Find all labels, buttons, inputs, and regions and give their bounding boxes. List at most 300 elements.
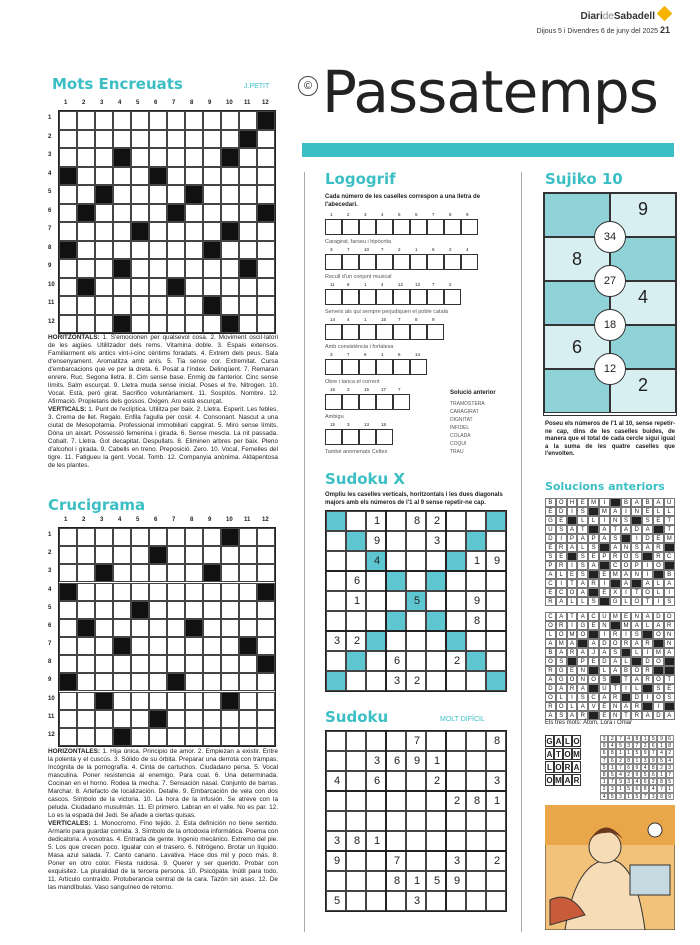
- crossword-cell[interactable]: [59, 564, 77, 582]
- crossword-cell[interactable]: [95, 296, 113, 315]
- sudoku-cell[interactable]: [326, 591, 346, 611]
- crossword-cell[interactable]: [185, 546, 203, 564]
- sudoku-cell[interactable]: [406, 611, 426, 631]
- crossword-cell[interactable]: [59, 259, 77, 278]
- sudoku-cell[interactable]: [486, 871, 506, 891]
- crossword-cell[interactable]: [257, 148, 275, 167]
- sudoku-cell[interactable]: [386, 851, 406, 871]
- sudoku-cell[interactable]: [426, 731, 446, 751]
- sudoku-cell[interactable]: [386, 591, 406, 611]
- crossword-cell[interactable]: [167, 601, 185, 619]
- logogrif-box[interactable]: [410, 359, 427, 375]
- sudoku-cell[interactable]: [466, 631, 486, 651]
- crossword-cell[interactable]: [77, 222, 95, 241]
- logogrif-box[interactable]: [359, 324, 376, 340]
- crossword-cell[interactable]: [167, 655, 185, 673]
- logogrif-box[interactable]: [342, 429, 359, 445]
- crossword-cell[interactable]: [257, 259, 275, 278]
- sudoku-cell[interactable]: [426, 791, 446, 811]
- crossword-cell[interactable]: [149, 222, 167, 241]
- sudoku-cell[interactable]: [486, 731, 506, 751]
- crossword-cell[interactable]: [113, 601, 131, 619]
- crossword-cell[interactable]: [203, 546, 221, 564]
- crossword-cell[interactable]: [257, 185, 275, 204]
- crossword-cell[interactable]: [131, 710, 149, 728]
- crossword-cell[interactable]: [131, 148, 149, 167]
- sudoku-cell[interactable]: [386, 751, 406, 771]
- crossword-cell[interactable]: [203, 130, 221, 149]
- crossword-cell[interactable]: [77, 528, 95, 546]
- sudoku-cell[interactable]: [346, 671, 366, 691]
- crossword-cell[interactable]: [185, 673, 203, 691]
- sudoku-cell[interactable]: [466, 871, 486, 891]
- crossword-cell[interactable]: [95, 655, 113, 673]
- crossword-cell[interactable]: [167, 710, 185, 728]
- crossword-cell[interactable]: [257, 130, 275, 149]
- crossword-cell[interactable]: [95, 728, 113, 746]
- crossword-cell[interactable]: [59, 315, 77, 334]
- sudoku-cell[interactable]: [426, 591, 446, 611]
- sudoku-cell[interactable]: [426, 831, 446, 851]
- sudoku-cell[interactable]: [446, 831, 466, 851]
- crossword-cell[interactable]: [203, 148, 221, 167]
- crossword-cell[interactable]: [203, 528, 221, 546]
- crossword-cell[interactable]: [167, 259, 185, 278]
- sudoku-cell[interactable]: [406, 871, 426, 891]
- sudoku-cell[interactable]: [326, 791, 346, 811]
- crossword-cell[interactable]: [113, 692, 131, 710]
- crossword-cell[interactable]: [185, 710, 203, 728]
- crossword-cell[interactable]: [167, 564, 185, 582]
- crossword-cell[interactable]: [131, 619, 149, 637]
- logogrif-box[interactable]: [393, 359, 410, 375]
- logogrif-box[interactable]: [410, 254, 427, 270]
- sudoku-cell[interactable]: [326, 631, 346, 651]
- crossword-cell[interactable]: [203, 222, 221, 241]
- crossword-cell[interactable]: [113, 619, 131, 637]
- logogrif-box[interactable]: [444, 254, 461, 270]
- crossword-cell[interactable]: [239, 278, 257, 297]
- sudoku-cell[interactable]: [406, 511, 426, 531]
- sudoku-cell[interactable]: [386, 791, 406, 811]
- crossword-cell[interactable]: [131, 167, 149, 186]
- sudoku-cell[interactable]: [466, 771, 486, 791]
- crossword-cell[interactable]: [221, 204, 239, 223]
- sudoku-cell[interactable]: [486, 831, 506, 851]
- logogrif-box[interactable]: [461, 219, 478, 235]
- sudoku-cell[interactable]: [446, 531, 466, 551]
- logogrif-box[interactable]: [393, 394, 410, 410]
- crossword-cell[interactable]: [59, 655, 77, 673]
- crossword-cell[interactable]: [239, 241, 257, 260]
- logogrif-box[interactable]: [376, 359, 393, 375]
- sudoku-cell[interactable]: [466, 531, 486, 551]
- logogrif-box[interactable]: [461, 254, 478, 270]
- crossword-cell[interactable]: [113, 546, 131, 564]
- crossword-cell[interactable]: [239, 296, 257, 315]
- sudoku-cell[interactable]: [406, 851, 426, 871]
- crossword-cell[interactable]: [59, 728, 77, 746]
- crossword-cell[interactable]: [257, 167, 275, 186]
- crossword-cell[interactable]: [95, 204, 113, 223]
- crossword-cell[interactable]: [77, 692, 95, 710]
- crossword-cell[interactable]: [239, 673, 257, 691]
- logogrif-box[interactable]: [376, 324, 393, 340]
- sudoku-cell[interactable]: [466, 891, 486, 911]
- sudoku-cell[interactable]: [366, 811, 386, 831]
- crossword-cell[interactable]: [221, 710, 239, 728]
- crossword-cell[interactable]: [131, 185, 149, 204]
- crossword-cell[interactable]: [239, 167, 257, 186]
- sudoku-cell[interactable]: [406, 751, 426, 771]
- logogrif-box[interactable]: [325, 394, 342, 410]
- sudoku-cell[interactable]: [386, 671, 406, 691]
- sudoku-cell[interactable]: [366, 871, 386, 891]
- logogrif-box[interactable]: [376, 219, 393, 235]
- sudoku-cell[interactable]: [466, 651, 486, 671]
- sudoku-cell[interactable]: [386, 631, 406, 651]
- crossword-cell[interactable]: [59, 619, 77, 637]
- crossword-cell[interactable]: [221, 546, 239, 564]
- logogrif-box[interactable]: [427, 254, 444, 270]
- sudoku-cell[interactable]: [446, 731, 466, 751]
- logogrif-box[interactable]: [393, 254, 410, 270]
- crossword-cell[interactable]: [77, 296, 95, 315]
- crossword-cell[interactable]: [203, 167, 221, 186]
- crossword-cell[interactable]: [203, 601, 221, 619]
- crossword-cell[interactable]: [221, 241, 239, 260]
- crossword-cell[interactable]: [185, 130, 203, 149]
- sudoku-cell[interactable]: [366, 791, 386, 811]
- sudoku-cell[interactable]: [426, 891, 446, 911]
- crossword-cell[interactable]: [167, 728, 185, 746]
- sudoku-cell[interactable]: [326, 831, 346, 851]
- crossword-cell[interactable]: [257, 241, 275, 260]
- sudoku-cell[interactable]: [326, 551, 346, 571]
- crossword-cell[interactable]: [149, 130, 167, 149]
- sudoku-cell[interactable]: [326, 811, 346, 831]
- crossword-cell[interactable]: [167, 528, 185, 546]
- sudoku-cell[interactable]: [446, 631, 466, 651]
- crossword-cell[interactable]: [131, 528, 149, 546]
- sudoku-cell[interactable]: [426, 671, 446, 691]
- crossword-cell[interactable]: [185, 728, 203, 746]
- crossword-cell[interactable]: [59, 222, 77, 241]
- crossword-cell[interactable]: [221, 278, 239, 297]
- sudoku-cell[interactable]: [446, 811, 466, 831]
- crossword-cell[interactable]: [257, 528, 275, 546]
- cruci-grid[interactable]: [58, 527, 276, 747]
- sudoku-cell[interactable]: [446, 571, 466, 591]
- sudoku-cell[interactable]: [366, 771, 386, 791]
- logogrif-box[interactable]: [359, 429, 376, 445]
- logogrif-box[interactable]: [444, 219, 461, 235]
- crossword-cell[interactable]: [149, 278, 167, 297]
- crossword-cell[interactable]: [113, 111, 131, 130]
- sudoku-cell[interactable]: [426, 611, 446, 631]
- crossword-cell[interactable]: [77, 601, 95, 619]
- logogrif-box[interactable]: [359, 254, 376, 270]
- sudoku-cell[interactable]: [466, 791, 486, 811]
- crossword-cell[interactable]: [239, 710, 257, 728]
- crossword-cell[interactable]: [257, 637, 275, 655]
- crossword-cell[interactable]: [113, 241, 131, 260]
- sudoku-cell[interactable]: [486, 511, 506, 531]
- crossword-cell[interactable]: [221, 259, 239, 278]
- crossword-cell[interactable]: [131, 296, 149, 315]
- sudoku-cell[interactable]: [486, 631, 506, 651]
- sudoku-cell[interactable]: [446, 891, 466, 911]
- sudoku-cell[interactable]: [386, 531, 406, 551]
- crossword-cell[interactable]: [113, 130, 131, 149]
- crossword-cell[interactable]: [131, 204, 149, 223]
- crossword-cell[interactable]: [167, 241, 185, 260]
- sudoku-cell[interactable]: [326, 751, 346, 771]
- crossword-cell[interactable]: [149, 692, 167, 710]
- sujiko-grid[interactable]: [543, 192, 677, 416]
- sudoku-cell[interactable]: [346, 731, 366, 751]
- sudoku-cell[interactable]: [346, 531, 366, 551]
- crossword-cell[interactable]: [95, 710, 113, 728]
- sudoku-cell[interactable]: [386, 611, 406, 631]
- sudoku-cell[interactable]: [366, 531, 386, 551]
- crossword-cell[interactable]: [77, 673, 95, 691]
- crossword-cell[interactable]: [77, 583, 95, 601]
- sudoku-cell[interactable]: [366, 591, 386, 611]
- crossword-cell[interactable]: [149, 655, 167, 673]
- sudoku-cell[interactable]: [326, 511, 346, 531]
- crossword-cell[interactable]: [185, 278, 203, 297]
- sudoku-cell[interactable]: [486, 571, 506, 591]
- crossword-cell[interactable]: [59, 601, 77, 619]
- crossword-cell[interactable]: [239, 546, 257, 564]
- logogrif-box[interactable]: [342, 219, 359, 235]
- sudoku-cell[interactable]: [486, 891, 506, 911]
- crossword-cell[interactable]: [59, 546, 77, 564]
- crossword-cell[interactable]: [185, 637, 203, 655]
- sudoku-cell[interactable]: [346, 851, 366, 871]
- crossword-cell[interactable]: [257, 710, 275, 728]
- crossword-cell[interactable]: [203, 655, 221, 673]
- crossword-cell[interactable]: [131, 655, 149, 673]
- sudoku-cell[interactable]: [386, 651, 406, 671]
- crossword-cell[interactable]: [185, 296, 203, 315]
- crossword-cell[interactable]: [167, 637, 185, 655]
- sudoku-cell[interactable]: [486, 771, 506, 791]
- sudoku-cell[interactable]: [406, 531, 426, 551]
- sudoku-cell[interactable]: [346, 611, 366, 631]
- sudoku-cell[interactable]: [486, 591, 506, 611]
- crossword-cell[interactable]: [185, 564, 203, 582]
- crossword-cell[interactable]: [95, 673, 113, 691]
- crossword-cell[interactable]: [203, 619, 221, 637]
- sudoku-cell[interactable]: [406, 831, 426, 851]
- logogrif-box[interactable]: [393, 219, 410, 235]
- sudoku-cell[interactable]: [366, 511, 386, 531]
- crossword-cell[interactable]: [203, 728, 221, 746]
- sudoku-cell[interactable]: [326, 851, 346, 871]
- crossword-cell[interactable]: [257, 546, 275, 564]
- crossword-cell[interactable]: [221, 637, 239, 655]
- logogrif-box[interactable]: [342, 254, 359, 270]
- crossword-cell[interactable]: [203, 315, 221, 334]
- sudoku-cell[interactable]: [326, 731, 346, 751]
- crossword-cell[interactable]: [149, 528, 167, 546]
- crossword-cell[interactable]: [59, 710, 77, 728]
- crossword-cell[interactable]: [239, 148, 257, 167]
- crossword-cell[interactable]: [257, 692, 275, 710]
- crossword-cell[interactable]: [131, 583, 149, 601]
- crossword-cell[interactable]: [239, 601, 257, 619]
- crossword-cell[interactable]: [239, 692, 257, 710]
- sudoku-cell[interactable]: [386, 551, 406, 571]
- crossword-cell[interactable]: [131, 278, 149, 297]
- crossword-cell[interactable]: [149, 728, 167, 746]
- crossword-cell[interactable]: [239, 728, 257, 746]
- crossword-cell[interactable]: [203, 185, 221, 204]
- crossword-cell[interactable]: [167, 222, 185, 241]
- crossword-cell[interactable]: [113, 296, 131, 315]
- sudoku-cell[interactable]: [366, 631, 386, 651]
- crossword-cell[interactable]: [95, 601, 113, 619]
- crossword-cell[interactable]: [239, 185, 257, 204]
- crossword-cell[interactable]: [131, 130, 149, 149]
- logogrif-box[interactable]: [342, 359, 359, 375]
- crossword-cell[interactable]: [221, 564, 239, 582]
- sudoku-cell[interactable]: [426, 631, 446, 651]
- crossword-cell[interactable]: [257, 222, 275, 241]
- sudoku-cell[interactable]: [486, 791, 506, 811]
- sudoku-cell[interactable]: [486, 671, 506, 691]
- crossword-cell[interactable]: [113, 673, 131, 691]
- sudoku-cell[interactable]: [426, 871, 446, 891]
- logogrif-box[interactable]: [325, 359, 342, 375]
- crossword-cell[interactable]: [95, 583, 113, 601]
- crossword-cell[interactable]: [59, 528, 77, 546]
- crossword-cell[interactable]: [131, 259, 149, 278]
- sudoku-cell[interactable]: [346, 551, 366, 571]
- crossword-cell[interactable]: [131, 315, 149, 334]
- crossword-cell[interactable]: [149, 315, 167, 334]
- crossword-cell[interactable]: [167, 619, 185, 637]
- sudoku-cell[interactable]: [466, 751, 486, 771]
- sudoku-cell[interactable]: [406, 591, 426, 611]
- logogrif-box[interactable]: [376, 394, 393, 410]
- crossword-cell[interactable]: [59, 130, 77, 149]
- crossword-cell[interactable]: [221, 601, 239, 619]
- crossword-cell[interactable]: [239, 111, 257, 130]
- crossword-cell[interactable]: [59, 278, 77, 297]
- crossword-cell[interactable]: [203, 111, 221, 130]
- crossword-cell[interactable]: [95, 148, 113, 167]
- crossword-cell[interactable]: [113, 167, 131, 186]
- sudoku-cell[interactable]: [486, 651, 506, 671]
- crossword-cell[interactable]: [149, 259, 167, 278]
- sudoku-cell[interactable]: [326, 871, 346, 891]
- crossword-cell[interactable]: [77, 637, 95, 655]
- crossword-cell[interactable]: [257, 673, 275, 691]
- sudoku-cell[interactable]: [386, 771, 406, 791]
- sudoku-cell[interactable]: [326, 771, 346, 791]
- crossword-cell[interactable]: [95, 222, 113, 241]
- sudoku-cell[interactable]: [446, 671, 466, 691]
- sudoku-cell[interactable]: [346, 811, 366, 831]
- sudoku-cell[interactable]: [346, 891, 366, 911]
- sudoku-cell[interactable]: [366, 571, 386, 591]
- logogrif-box[interactable]: [410, 289, 427, 305]
- logogrif-box[interactable]: [325, 254, 342, 270]
- crossword-cell[interactable]: [203, 259, 221, 278]
- sudoku-cell[interactable]: [326, 611, 346, 631]
- crossword-cell[interactable]: [59, 692, 77, 710]
- crossword-cell[interactable]: [77, 728, 95, 746]
- crossword-cell[interactable]: [239, 619, 257, 637]
- logogrif-box[interactable]: [376, 254, 393, 270]
- crossword-cell[interactable]: [77, 148, 95, 167]
- sudoku-cell[interactable]: [486, 531, 506, 551]
- sudoku-cell[interactable]: [466, 511, 486, 531]
- crossword-cell[interactable]: [149, 619, 167, 637]
- crossword-cell[interactable]: [149, 673, 167, 691]
- crossword-cell[interactable]: [185, 315, 203, 334]
- crossword-cell[interactable]: [167, 692, 185, 710]
- sudoku-cell[interactable]: [346, 511, 366, 531]
- crossword-cell[interactable]: [131, 546, 149, 564]
- crossword-cell[interactable]: [95, 259, 113, 278]
- sudoku-cell[interactable]: [426, 511, 446, 531]
- crossword-cell[interactable]: [113, 655, 131, 673]
- crossword-cell[interactable]: [221, 655, 239, 673]
- crossword-cell[interactable]: [257, 278, 275, 297]
- crossword-cell[interactable]: [221, 619, 239, 637]
- crossword-cell[interactable]: [203, 673, 221, 691]
- logogrif-box[interactable]: [359, 219, 376, 235]
- sudoku-cell[interactable]: [326, 531, 346, 551]
- sudoku-cell[interactable]: [426, 771, 446, 791]
- sudoku-cell[interactable]: [346, 631, 366, 651]
- crossword-cell[interactable]: [167, 148, 185, 167]
- sudoku-cell[interactable]: [446, 511, 466, 531]
- logogrif-box[interactable]: [376, 289, 393, 305]
- sudoku-cell[interactable]: [446, 651, 466, 671]
- crossword-cell[interactable]: [257, 728, 275, 746]
- sudoku-cell[interactable]: [406, 571, 426, 591]
- sudoku-cell[interactable]: [486, 851, 506, 871]
- crossword-cell[interactable]: [203, 710, 221, 728]
- crossword-cell[interactable]: [59, 148, 77, 167]
- crossword-cell[interactable]: [257, 296, 275, 315]
- crossword-cell[interactable]: [113, 204, 131, 223]
- crossword-cell[interactable]: [149, 204, 167, 223]
- sudoku-cell[interactable]: [426, 851, 446, 871]
- sudoku-cell[interactable]: [426, 531, 446, 551]
- crossword-cell[interactable]: [203, 637, 221, 655]
- crossword-cell[interactable]: [185, 222, 203, 241]
- sudoku-cell[interactable]: [386, 731, 406, 751]
- crossword-cell[interactable]: [149, 637, 167, 655]
- sudoku-cell[interactable]: [406, 651, 426, 671]
- crossword-cell[interactable]: [167, 111, 185, 130]
- sudoku-cell[interactable]: [326, 891, 346, 911]
- sudoku-cell[interactable]: [406, 631, 426, 651]
- logogrif-box[interactable]: [376, 429, 393, 445]
- logogrif-box[interactable]: [410, 219, 427, 235]
- logogrif-box[interactable]: [342, 324, 359, 340]
- crossword-cell[interactable]: [185, 528, 203, 546]
- sudoku-cell[interactable]: [486, 811, 506, 831]
- crossword-cell[interactable]: [185, 204, 203, 223]
- sudoku-cell[interactable]: [446, 851, 466, 871]
